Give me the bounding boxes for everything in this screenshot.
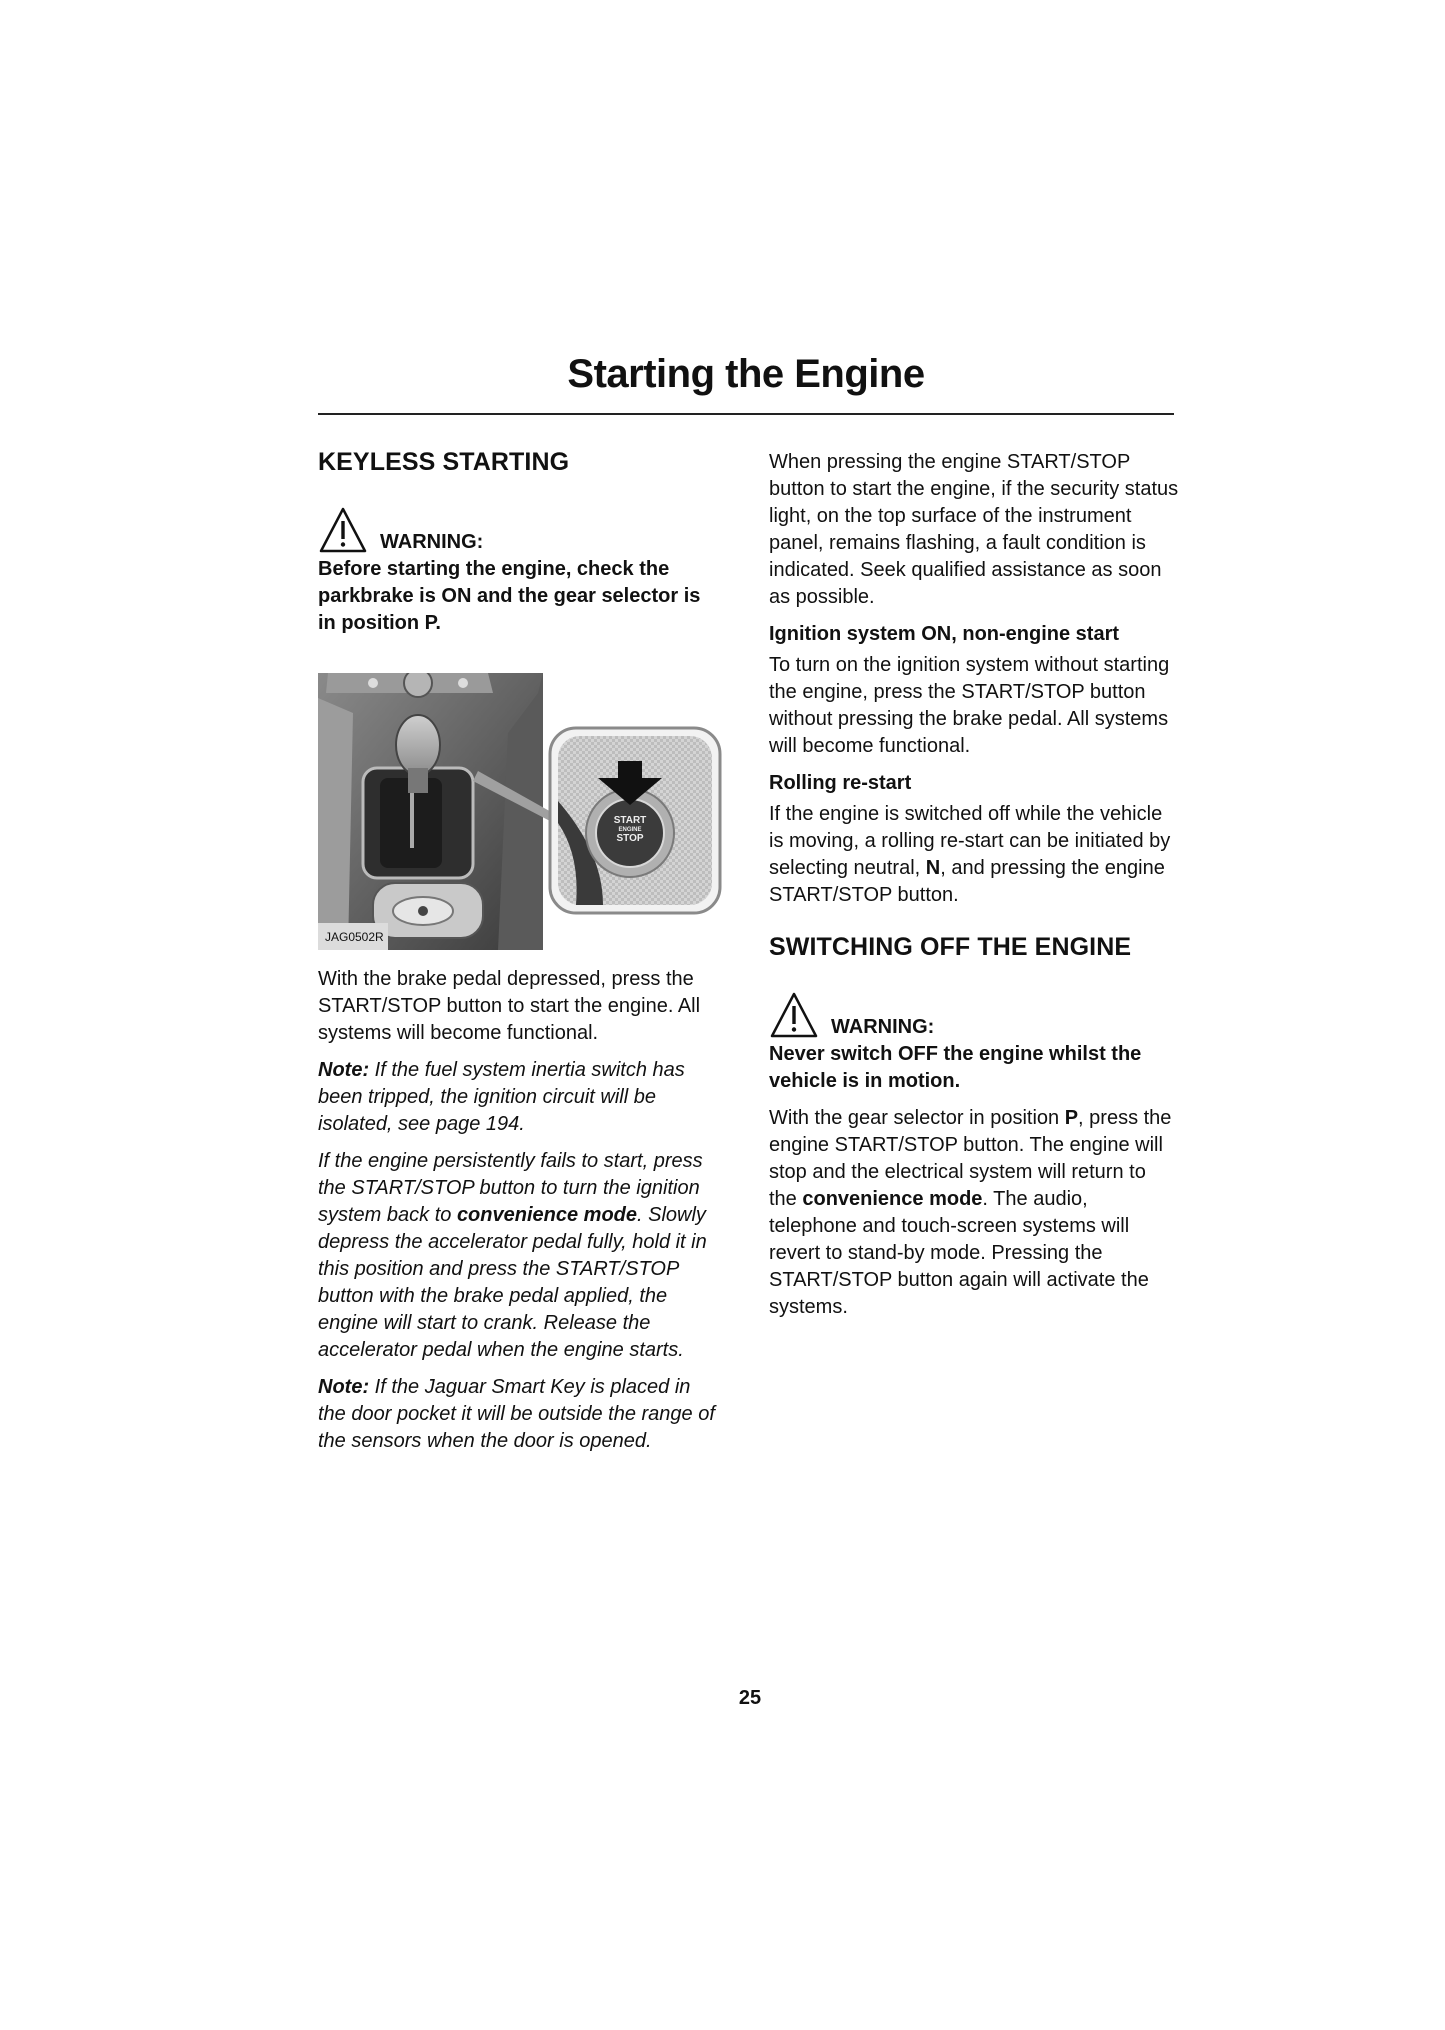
warning-triangle-icon — [318, 506, 368, 554]
warning-triangle-icon — [769, 991, 819, 1039]
ignition-on-paragraph: To turn on the ignition system without starting the engine, press the START/STOP button without pressing the brake pedal. All systems will become functional. — [769, 654, 1170, 757]
warning-header — [318, 500, 722, 554]
switch-off-paragraph — [769, 1105, 1179, 1321]
text-run: , and pressing the engine START/STOP button. — [769, 857, 1165, 906]
start-button-text — [608, 816, 652, 844]
text-run-bold: N — [925, 857, 941, 879]
left-column — [318, 446, 722, 1465]
keyless-start-paragraph: With the brake pedal depressed, press the START/STOP button to start the engine. All systems will become functional. — [318, 968, 701, 1044]
security-light-paragraph: When pressing the engine START/STOP button to start the engine, if the security status light, on the top surface of the instrument panel, remains flashing, a fault condition is indicated. Seek qualified assistance as soon as possible. — [769, 451, 1179, 608]
note-inertia-switch — [318, 1057, 722, 1138]
note-text: If the Jaguar Smart Key is placed in the door pocket it will be outside the range of the sensors when the door is opened. — [318, 1376, 715, 1452]
subheading-ignition-on: Ignition system ON, non-engine start — [769, 623, 1120, 645]
start-label: START — [613, 815, 647, 826]
text-run: With the gear selector in position — [769, 1107, 1065, 1129]
text-run-bold: convenience mode — [802, 1188, 983, 1210]
text-run: If the engine is switched off while the vehicle is moving, a rolling re-start can be initiated by selecting neutral, — [769, 803, 1171, 879]
note-smart-key — [318, 1374, 722, 1455]
text-run-bold: P — [1064, 1107, 1079, 1129]
fails-to-start-paragraph — [318, 1148, 722, 1364]
warning-header — [769, 985, 1179, 1039]
text-run-bold: convenience mode — [456, 1204, 637, 1226]
rolling-restart-paragraph — [769, 801, 1179, 909]
title-divider — [318, 413, 1174, 415]
text-run: , press the engine START/STOP button. The engine will stop and the electrical system will return to the — [769, 1107, 1172, 1210]
engine-label: ENGINE — [618, 827, 642, 833]
subheading-rolling-restart: Rolling re-start — [769, 772, 912, 794]
note-label: Note: — [318, 1059, 370, 1081]
text-run: If the engine persistently fails to start, press the START/STOP button to turn the ignition system back to — [318, 1150, 703, 1226]
page-title: Starting the Engine — [567, 352, 925, 396]
warning-label: WARNING: — [380, 531, 484, 553]
figure-label: JAG0502R — [325, 930, 384, 944]
warning-text: Never switch OFF the engine whilst the vehicle is in motion. — [769, 1043, 1142, 1092]
section-heading-switching-off: SWITCHING OFF THE ENGINE — [769, 933, 1132, 961]
stop-label: STOP — [616, 833, 644, 844]
note-text: If the fuel system inertia switch has been tripped, the ignition circuit will be isolated, see page 194. — [318, 1059, 685, 1135]
center-console-image — [318, 673, 722, 950]
warning-text: Before starting the engine, check the parkbrake is ON and the gear selector is in position P. — [318, 558, 701, 634]
note-label: Note: — [318, 1376, 370, 1398]
section-heading-keyless-starting: KEYLESS STARTING — [318, 448, 570, 476]
text-run: . The audio, telephone and touch-screen systems will revert to stand-by mode. Pressing the START/STOP button again will activate the systems. — [769, 1188, 1149, 1318]
start-button-illustration — [318, 673, 722, 950]
page-number: 25 — [738, 1687, 762, 1709]
warning-label: WARNING: — [831, 1016, 935, 1038]
text-run: . Slowly depress the accelerator pedal fully, hold it in this position and press the START/STOP button with the brake pedal applied, the engine will start to crank. Release the accelerator pedal when the engine starts. — [318, 1204, 707, 1361]
right-column — [769, 449, 1179, 1331]
